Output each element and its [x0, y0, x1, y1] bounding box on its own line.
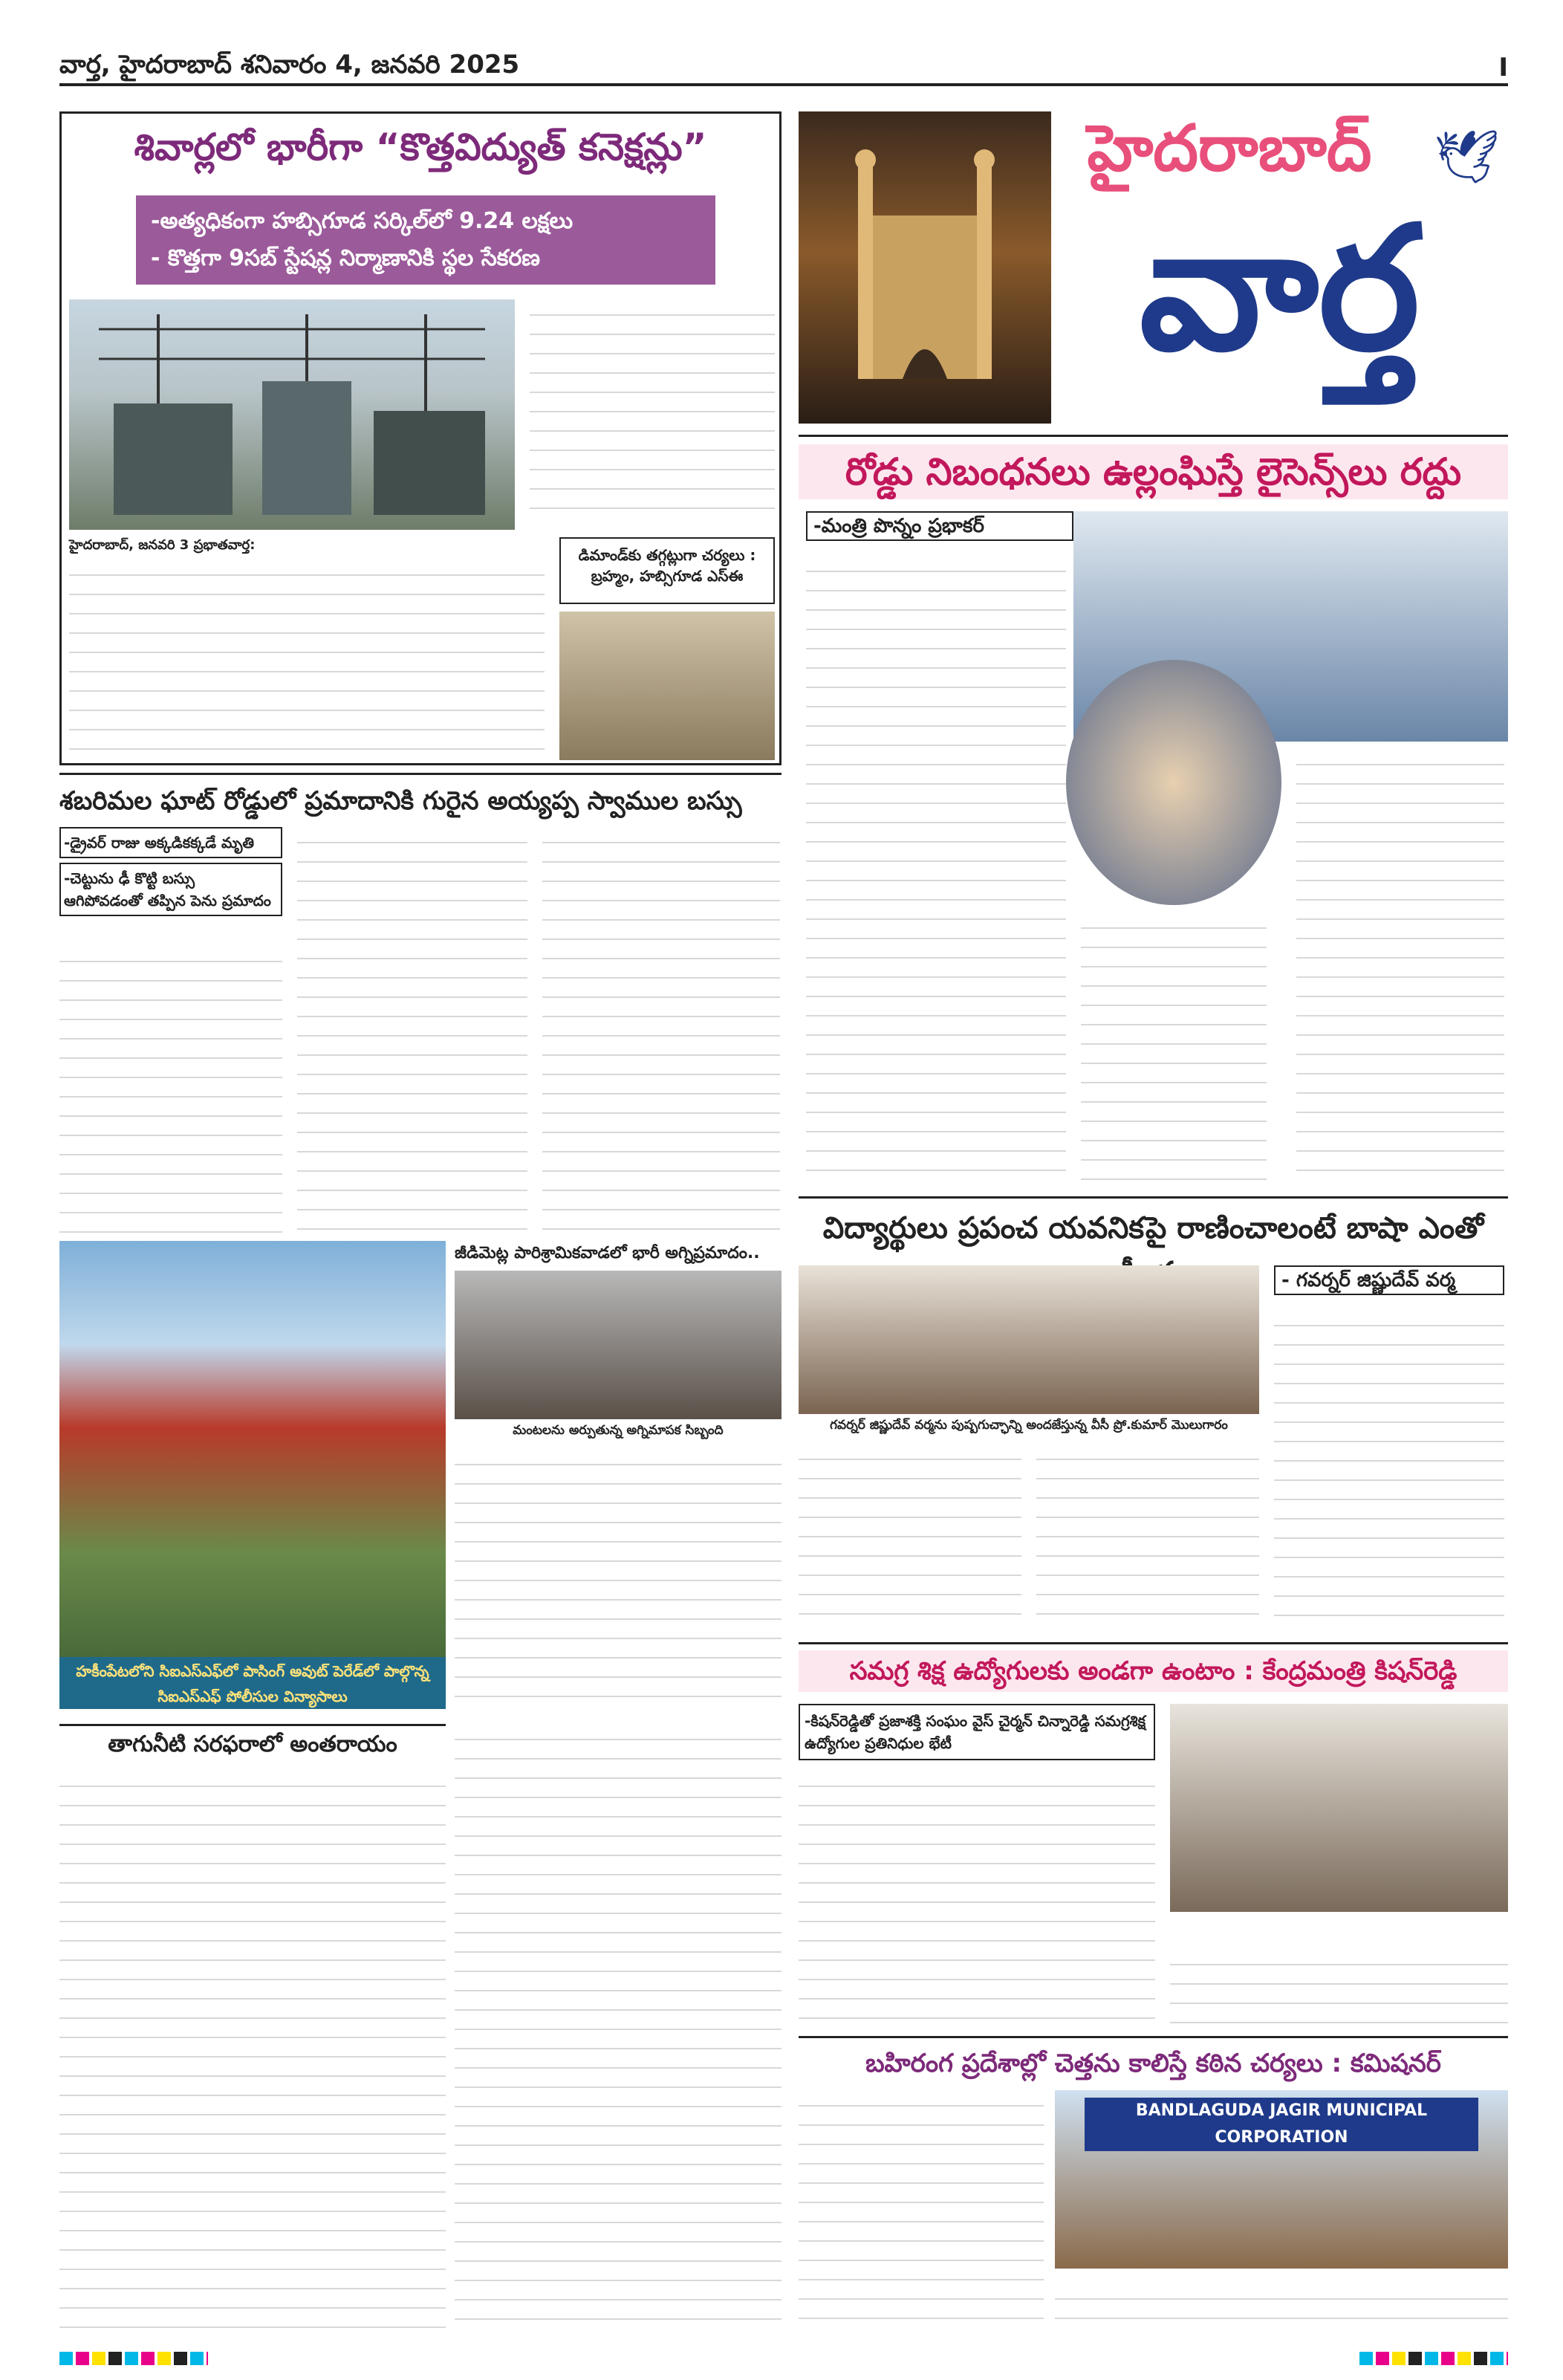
burning-headline: బహిరంగ ప్రదేశాల్లో చెత్తను కాలిస్తే కఠిన చర్యలు : కమిషనర్ [865, 2049, 1441, 2078]
lead-col-right [530, 299, 775, 522]
charminar-photo [799, 111, 1051, 424]
municipal-banner: BANDLAGUDA JAGIR MUNICIPAL CORPORATION [1085, 2098, 1478, 2151]
samagra-photo [1170, 1704, 1508, 1912]
folio-date: వార్త, హైదరాబాద్ శనివారం 4, జనవరి 2025 [59, 50, 520, 80]
crime-body [455, 1724, 782, 2333]
fire-photo [455, 1271, 782, 1419]
students-story [799, 1196, 1508, 1631]
traffic-body-left [806, 556, 1066, 1180]
water-body [59, 1771, 446, 2335]
cisf-caption: హకీంపేటలోని సిఐఎస్ఎఫ్‌లో పాసింగ్ అవుట్ పెరేడ్‌లో పాల్గొన్న సిఐఎస్ఎఫ్ పోలీసుల విన్యాసాలు [59, 1657, 446, 1709]
students-headline: విద్యార్థులు ప్రపంచ యవనికపై రాణించాలంటే బాషా ఎంతో [822, 1211, 1484, 1245]
dove-icon: 🕊 [1434, 126, 1500, 187]
bus-sub-2: -చెట్టును ఢీ కొట్టి బస్సు ఆగిపోవడంతో తప్పిన పెను ప్రమాదం [59, 863, 282, 916]
charminar-icon [799, 111, 1051, 424]
bus-body-3 [542, 827, 780, 1236]
official-photo [559, 612, 775, 760]
fire-story [455, 1241, 782, 1709]
bus-body-1 [59, 946, 282, 1236]
lead-side-heading-box [559, 537, 775, 604]
fire-headline: జీడిమెట్ల పారిశ్రామికవాడలో భారీ అగ్నిప్రమాదం.. [455, 1244, 760, 1262]
bus-story [59, 773, 782, 1233]
burning-story [799, 2036, 1508, 2333]
traffic-headline: రోడ్డు నిబంధనలు ఉల్లంఘిస్తే లైసెన్స్‌లు రద్దు [799, 444, 1508, 499]
folio [59, 52, 1508, 86]
masthead [799, 111, 1508, 424]
substation-photo [69, 299, 515, 530]
bus-headline: శబరిమల ఘాట్ రోడ్డులో ప్రమాదానికి గురైన అయ్యప్ప స్వాముల బస్సు [59, 786, 742, 816]
samagra-body-left [799, 1771, 1155, 2031]
traffic-body-mid [1081, 912, 1267, 1180]
burning-body-right [1055, 2283, 1508, 2335]
samagra-story [799, 1642, 1508, 2029]
burning-photo [1055, 2090, 1508, 2269]
lead-dateline: హైదరాబాద్, జనవరి 3 ప్రభాతవార్త: [69, 537, 256, 553]
students-body-3 [1274, 1310, 1504, 1630]
traffic-story [799, 435, 1508, 1185]
masthead-name: వార్త [1139, 190, 1420, 389]
cisf-photo [59, 1241, 446, 1657]
students-caption: గవర్నర్ జిష్ణుదేవ్ వర్మను పుష్పగుచ్ఛాన్ని అందజేస్తున్న వీసీ ప్రో.కుమార్ మొలుగారం [830, 1418, 1228, 1433]
water-headline: తాగునీటి సరఫరాలో అంతరాయం [108, 1731, 397, 1757]
lead-subs [136, 195, 715, 285]
bus-body-2 [297, 827, 527, 1236]
fire-body [455, 1449, 782, 1709]
lead-headline: శివార్లలో భారీగా “కొత్తవిద్యుత్ కనెక్షన్లు” [134, 126, 707, 169]
lead-sub-2: - కొత్తగా 9సబ్ స్టేషన్ల నిర్మాణానికి స్థల సేకరణ [151, 245, 541, 271]
students-body-2 [1036, 1444, 1259, 1630]
samagra-sub: -కిషన్‌రెడ్డితో ప్రజాశక్తి సంఘం వైస్ చైర్మన్ చిన్నారెడ్డి సమగ్రశిక్ష ఉద్యోగుల ప్రతినిధుల భేటీ [799, 1704, 1155, 1760]
color-registration-bar-right [1359, 2352, 1508, 2365]
burning-body-left [799, 2090, 1044, 2335]
traffic-body-right [1296, 749, 1504, 1180]
water-story [59, 1724, 446, 2333]
governor-photo [799, 1265, 1259, 1414]
color-registration-bar [59, 2352, 208, 2365]
fire-caption: మంటలను అర్పుతున్న అగ్నిమాపక సిబ్బంది [513, 1423, 724, 1438]
cisf-photo-block [59, 1241, 446, 1709]
lead-side-heading: డిమాండ్‌కు తగ్గట్లుగా చర్యలు : బ్రహ్మం, హబ్సిగూడ ఎస్‌ఈ [578, 546, 756, 585]
lead-sub-1: -అత్యధికంగా హబ్సిగూడ సర్కిల్‌లో 9.24 లక్షలు [151, 208, 573, 234]
lead-body [69, 560, 545, 760]
masthead-city: హైదరాబాద్ [1087, 111, 1372, 186]
page-number: I [1498, 53, 1508, 82]
students-helmet-photo [1066, 660, 1281, 905]
students-body-1 [799, 1444, 1021, 1630]
samagra-body-right [1170, 1949, 1508, 2031]
traffic-byline: -మంత్రి పొన్నం ప్రభాకర్ [806, 511, 1073, 541]
bus-sub-1: -డ్రైవర్ రాజు అక్కడికక్కడే మృతి [59, 827, 282, 858]
lead-story [59, 111, 782, 765]
substation-illustration [69, 299, 515, 530]
students-byline: - గవర్నర్ జిష్ణుదేవ్ వర్మ [1274, 1265, 1504, 1295]
bus-subs [59, 827, 282, 916]
samagra-headline: సమగ్ర శిక్ష ఉద్యోగులకు అండగా ఉంటాం : కేంద్రమంత్రి కిషన్‌రెడ్డి [799, 1650, 1508, 1692]
